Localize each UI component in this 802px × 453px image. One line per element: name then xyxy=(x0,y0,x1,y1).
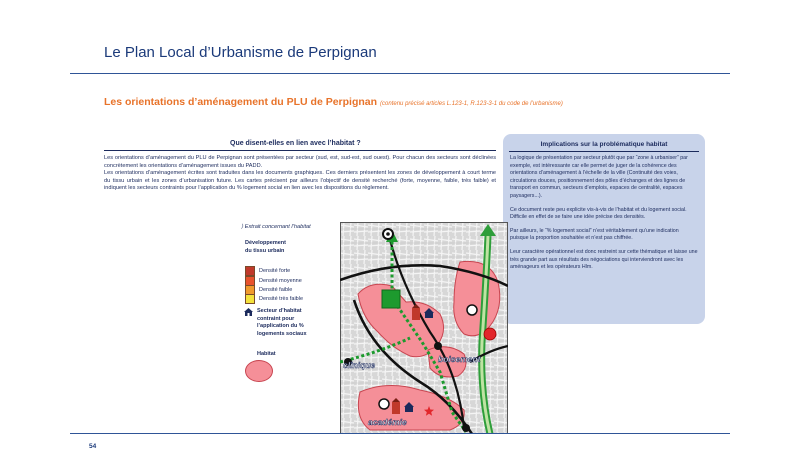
legend-sector-line: Secteur d’habitat xyxy=(257,308,302,314)
social-housing-sector-icon xyxy=(243,307,254,317)
node-east xyxy=(467,305,477,315)
node-south-west xyxy=(379,399,389,409)
density-label: Densité moyenne xyxy=(259,278,302,284)
section-title xyxy=(104,96,563,108)
implications-rule xyxy=(509,151,699,152)
page-title: Le Plan Local d’Urbanisme de Perpignan xyxy=(104,44,377,61)
density-swatch xyxy=(245,294,255,304)
node-south xyxy=(462,424,470,432)
map-label-boisement: boisement xyxy=(438,354,481,364)
density-label: Densité faible xyxy=(259,287,293,293)
legend-habitat-oval xyxy=(245,360,273,382)
section-title-text: Les orientations d’aménagement du PLU de Perpignan xyxy=(104,96,378,108)
station-square xyxy=(382,290,400,308)
map-label-clinique: clinique xyxy=(343,360,376,370)
left-paragraph: Les orientations d’aménagement écrites sont traduites dans les documents graphiques. Ces derniers présentent les zones de développement à court terme du tissu urbain et les zones d’urbanisation future. Les cartes précisent par ailleurs l’objectif de densité recherché (forte, moyenne, faible, très faible) et indiquent les secteurs contraints pour l’application du % logement social en lien avec les dispositions du règlement. xyxy=(104,170,496,192)
legend-habitat-label: Habitat xyxy=(257,351,276,357)
top-rule xyxy=(70,73,730,74)
map-label-academie: académie xyxy=(368,417,407,427)
left-column-heading: Que disent-elles en lien avec l’habitat ? xyxy=(230,140,361,147)
node-center xyxy=(434,342,442,350)
density-label: Densité forte xyxy=(259,268,291,274)
implications-heading: Implications sur la problématique habitat xyxy=(540,141,668,148)
orientation-map xyxy=(340,222,508,434)
implications-panel xyxy=(503,134,705,324)
left-column-body xyxy=(104,155,496,193)
page-number: 54 xyxy=(89,443,97,450)
bottom-rule xyxy=(70,433,730,434)
legend-sector-text xyxy=(257,308,327,338)
legend-caption-text: Extrait concernant l’habitat xyxy=(244,224,311,230)
density-swatch xyxy=(245,266,255,276)
legend-development-line: du tissu urbain xyxy=(245,247,285,254)
node-north-inner xyxy=(386,232,390,236)
implications-paragraph: Par ailleurs, le “% logement social” n’est véritablement qu’une indication puisque la proportion souhaitée et n’est pas chiffrée. xyxy=(510,227,679,242)
legend-density-tres-faible xyxy=(245,294,303,304)
left-column-rule xyxy=(104,150,496,151)
red-point xyxy=(484,328,496,340)
legend-development-title xyxy=(245,240,286,255)
density-label: Densité très faible xyxy=(259,296,304,302)
left-paragraph: Les orientations d’aménagement du PLU de Perpignan sont présentées par secteur (sud, est, sud-est, sud ouest). Pour chacun des secteurs sont déclinées concrètement les orientations d’aménagement issues du PADD. xyxy=(104,155,496,169)
implications-paragraph: Ce document reste peu explicite vis-à-vis de l’habitat et du logement social. Difficile en effet de se faire une idée précise des densités. xyxy=(510,206,687,221)
legend-caption xyxy=(241,224,311,230)
implications-paragraph: Leur caractère opérationnel est donc restreint sur cette thématique et laisse une très grande part aux résultats des négociations qui interviendront avec les aménageurs et les opérateurs Hlm. xyxy=(510,248,698,271)
legend-development-line: Développement xyxy=(245,240,286,246)
legend-density-forte xyxy=(245,266,290,276)
legend-sector-line: l’application du % xyxy=(257,323,304,329)
section-note: (contenu précisé articles L.123-1, R.123-3-1 du code de l’urbanisme) xyxy=(380,101,563,107)
legend-sector-line: contraint pour xyxy=(257,315,295,322)
implications-body xyxy=(510,155,698,278)
legend-sector-line: logements sociaux xyxy=(257,330,307,337)
implications-paragraph: La logique de présentation par secteur plutôt que par “zone à urbaniser” par exemple, est intéressante car elle permet de juger de la cohérence des orientations d’aménagement à l’échelle de la ville (Continuité des voies, circulations douces, positionnement des pôles d’échanges et des lignes de transport en commun, secteurs d’emplois, espaces de centralité, espaces paysagers...). xyxy=(510,155,688,199)
caption-bullet-icon: ⟩ xyxy=(241,224,245,230)
